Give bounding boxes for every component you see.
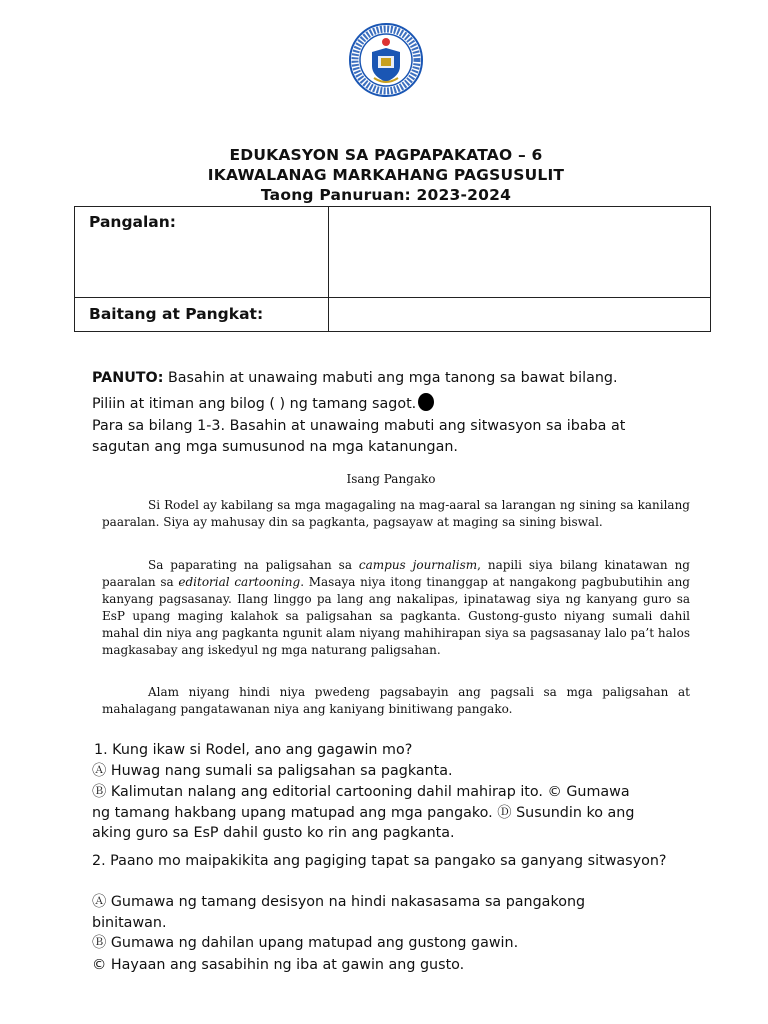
- story-paragraph-3: Alam niyang hindi niya pwedeng pagsabayin ang pagsali sa mga paligsahan at mahalagang pangatawanan niya ang kaniyang binitiwang pangako.: [102, 685, 690, 716]
- name-field[interactable]: [330, 208, 708, 296]
- panuto-label: PANUTO:: [92, 370, 164, 386]
- deped-seal-logo: [348, 22, 424, 98]
- story-paragraph-1: Si Rodel ay kabilang sa mga magagaling na mag-aaral sa larangan ng sining sa kanilang paaralan. Siya ay mahusay din sa pagkanta, pagsayaw at maging sa sining biswal.: [102, 498, 690, 529]
- grade-section-field[interactable]: [330, 299, 708, 331]
- instructions-line2: [92, 393, 712, 415]
- exam-title: IKAWALANAG MARKAHANG PAGSUSULIT: [207, 166, 565, 184]
- instructions-line1: [92, 368, 712, 389]
- question-2: 2. Paano mo maipakikita ang pagiging tapat sa pangako sa ganyang sitwasyon?: [92, 853, 667, 869]
- instructions-text3: Para sa bilang 1-3. Basahin at unawaing mabuti ang sitwasyon sa ibaba at sagutan ang mga sumusunod na mga katanungan.: [92, 418, 626, 455]
- filled-circle-icon: [418, 393, 434, 411]
- school-year: Taong Panuruan: 2023-2024: [260, 186, 512, 204]
- question-2-option-c[interactable]: © Hayaan ang sasabihin ng iba at gawin ang gusto.: [92, 957, 465, 973]
- story-paragraph-2: Sa paparating na paligsahan sa campus journalism, napili siya bilang kinatawan ng paaralan sa editorial cartooning. Masaya niya itong tinanggap at nangakong pagbubutihin ang kanyang pagsasanay. Ilang linggo pa lang ang nakalipas, ipinatawag siya ng kanyang guro sa EsP upang maging kalahok sa paligsahan sa pagkanta. Gustong-gusto niyang sumali dahil mahal din niya ang pagkanta ngunit alam niyang mahihirapan siya sa pagsasanay lalo pa’t halos magkasabay ang iskedyul ng mga naturang paligsahan.: [102, 558, 690, 657]
- question-2-option-a[interactable]: Ⓐ Gumawa ng tamang desisyon na hindi nakasasama sa pangakong binitawan.: [92, 894, 586, 931]
- instructions-text2: Piliin at itiman ang bilog ( ) ng tamang sagot.: [92, 396, 417, 412]
- question-1: 1. Kung ikaw si Rodel, ano ang gagawin mo?: [94, 742, 413, 758]
- question-1-options-bcd[interactable]: Ⓑ Kalimutan nalang ang editorial cartooning dahil mahirap ito. © Gumawa ng tamang hakbang upang matupad ang mga pangako. Ⓓ Susundin ko ang aking guro sa EsP dahil gusto ko rin ang pagkanta.: [92, 784, 635, 841]
- table-divider-vertical: [328, 207, 329, 331]
- story-title: Isang Pangako: [346, 472, 436, 486]
- question-1-option-a[interactable]: Ⓐ Huwag nang sumali sa paligsahan sa pagkanta.: [92, 763, 453, 779]
- exam-subject-title: EDUKASYON SA PAGPAPAKATAO – 6: [229, 146, 543, 164]
- instructions-text1: Basahin at unawaing mabuti ang mga tanong sa bawat bilang.: [163, 370, 618, 386]
- question-2-option-b[interactable]: Ⓑ Gumawa ng dahilan upang matupad ang gustong gawin.: [92, 935, 519, 951]
- student-info-table: [74, 206, 711, 332]
- name-label: Pangalan:: [89, 213, 176, 231]
- grade-section-label: Baitang at Pangkat:: [89, 305, 264, 323]
- table-divider-horizontal: [75, 297, 710, 298]
